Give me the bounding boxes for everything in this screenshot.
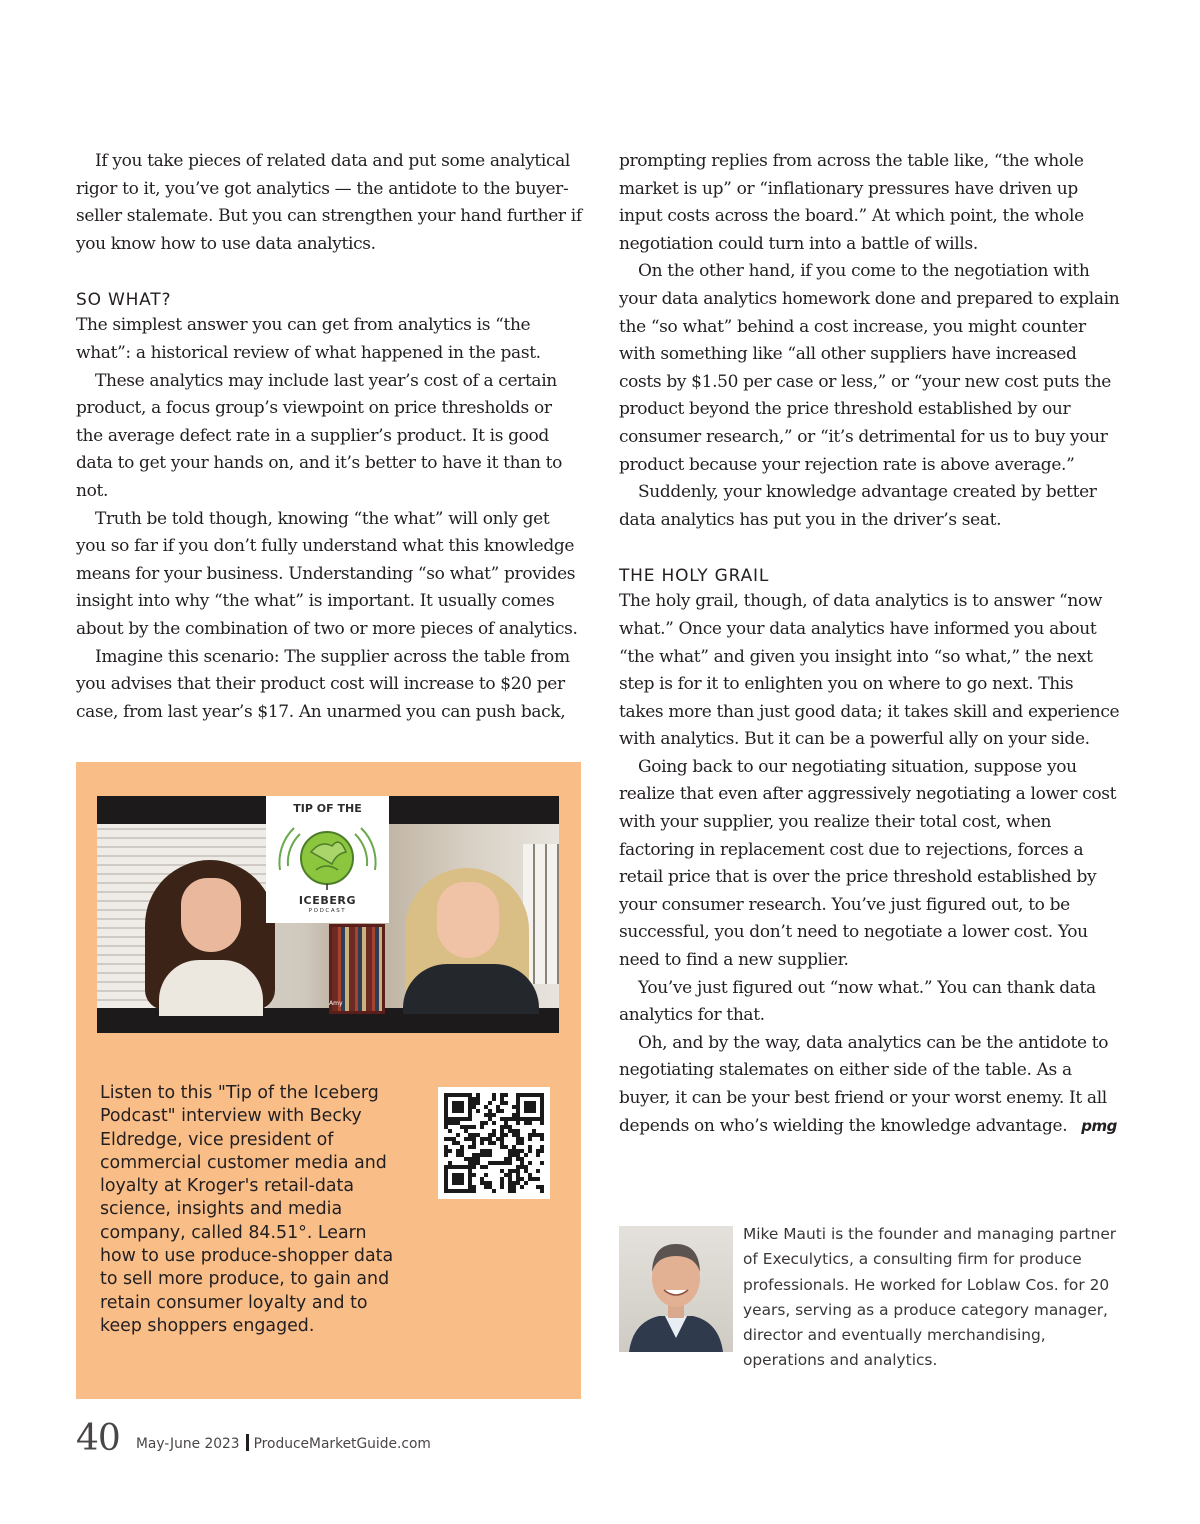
paragraph: On the other hand, if you come to the negotiation with your data analytics homework done and prepared to explain the “so what” behind a cost increase, you might counter with something like “all other suppliers have increased costs by $1.50 per case or less,” or “your new cost puts the product beyond the price threshold established by our consumer research,” or “it’s detrimental for us to buy your product because your rejection rate is above average.” — [619, 261, 1120, 475]
guest-left — [145, 860, 275, 1010]
podcast-logo — [266, 796, 389, 923]
logo-title: TIP OF THE — [293, 802, 362, 815]
paragraph: The holy grail, though, of data analytics is to answer “now what.” Once your data analytics have informed you about “the what” and given you insight into “so what,” the next step is for it to enlighten you on where to go next. This takes more than just good data; it takes skill and experience with analytics. But it can be a powerful ally on your side. — [619, 591, 1120, 750]
paragraph: Imagine this scenario: The supplier across the table from you advises that their product cost will increase to $20 per case, from last year’s $17. An unarmed you can push back, — [76, 646, 570, 722]
logo-name: ICEBERG — [298, 894, 357, 907]
paragraph: prompting replies from across the table like, “the whole market is up” or “inflationary pressures have driven up input costs across the board.” At which point, the whole negotiation could turn into a battle of wills. — [619, 151, 1084, 254]
paragraph: Suddenly, your knowledge advantage created by better data analytics has put you in the driver’s seat. — [619, 482, 1097, 530]
issue-date: May-June 2023 — [136, 1436, 240, 1452]
footer-divider — [246, 1434, 249, 1451]
podcast-sidebar — [76, 762, 581, 1399]
site-link[interactable]: ProduceMarketGuide.com — [253, 1436, 431, 1452]
end-mark-logo: pmg — [1081, 1116, 1117, 1135]
right-column — [619, 148, 1121, 1140]
left-column — [76, 148, 582, 726]
paragraph: Truth be told though, knowing “the what” will only get you so far if you don’t fully understand what this knowledge means for your business. Understanding “so what” provides insight into why “the what” is important. It usually comes about by the combination of two or more pieces of analytics. — [76, 508, 578, 639]
issue-info — [136, 1434, 431, 1452]
paragraph-text: Oh, and by the way, data analytics can be the antidote to negotiating stalemates on either side of the table. As a buyer, it can be your best friend or your worst enemy. It all depends on who’s wielding the knowledge advantage. — [619, 1032, 1109, 1136]
paragraph: These analytics may include last year’s cost of a certain product, a focus group’s viewpoint on price thresholds or the average defect rate in a supplier’s product. It is good data to get your hands on, and it’s better to have it than to not. — [76, 370, 563, 501]
video-name-tag: Amy — [329, 1000, 343, 1007]
podcast-video-thumbnail[interactable] — [97, 796, 559, 1033]
author-portrait — [619, 1226, 733, 1352]
author-photo — [619, 1226, 733, 1352]
logo-subtitle: PODCAST — [308, 908, 347, 914]
podcast-description: Listen to this "Tip of the Iceberg Podcast" interview with Becky Eldredge, vice president of commercial customer media and loyalty at Kroger's retail-data science, insights and media company, called 84.51°. Learn how to use produce-shopper data to sell more produce, to gain and retain consumer loyalty and to keep shoppers engaged. — [100, 1083, 394, 1336]
paragraph: You’ve just figured out “now what.” You can thank data analytics for that. — [619, 977, 1096, 1026]
paragraph: If you take pieces of related data and put some analytical rigor to it, you’ve got analytics — the antidote to the buyer-seller stalemate. But you can strengthen your hand further if you know how to use data analytics. — [76, 151, 582, 254]
qr-code[interactable] — [438, 1087, 550, 1199]
section-heading-holy-grail: THE HOLY GRAIL — [619, 566, 770, 587]
qr-code-icon — [438, 1087, 550, 1199]
author-bio: Mike Mauti is the founder and managing partner of Execulytics, a consulting firm for produce professionals. He worked for Loblaw Cos. for 20 years, serving as a produce category manager, director and eventually merchandising, operations and analytics. — [743, 1225, 1117, 1370]
paragraph: Going back to our negotiating situation, suppose you realize that even after aggressively negotiating a lower cost with your supplier, you realize their total cost, when factoring in replacement cost due to rejections, forces a retail price that is over the price threshold established by your consumer research. You’ve just figured out, to be successful, you don’t need to negotiate a lower cost. You need to find a new supplier. — [619, 756, 1117, 971]
page-number: 40 — [76, 1418, 120, 1459]
paragraph-final — [619, 1030, 1121, 1140]
paragraph: The simplest answer you can get from analytics is “the what”: a historical review of what happened in the past. — [76, 315, 541, 363]
host-right — [395, 868, 545, 1010]
section-heading-so-what: SO WHAT? — [76, 290, 172, 311]
